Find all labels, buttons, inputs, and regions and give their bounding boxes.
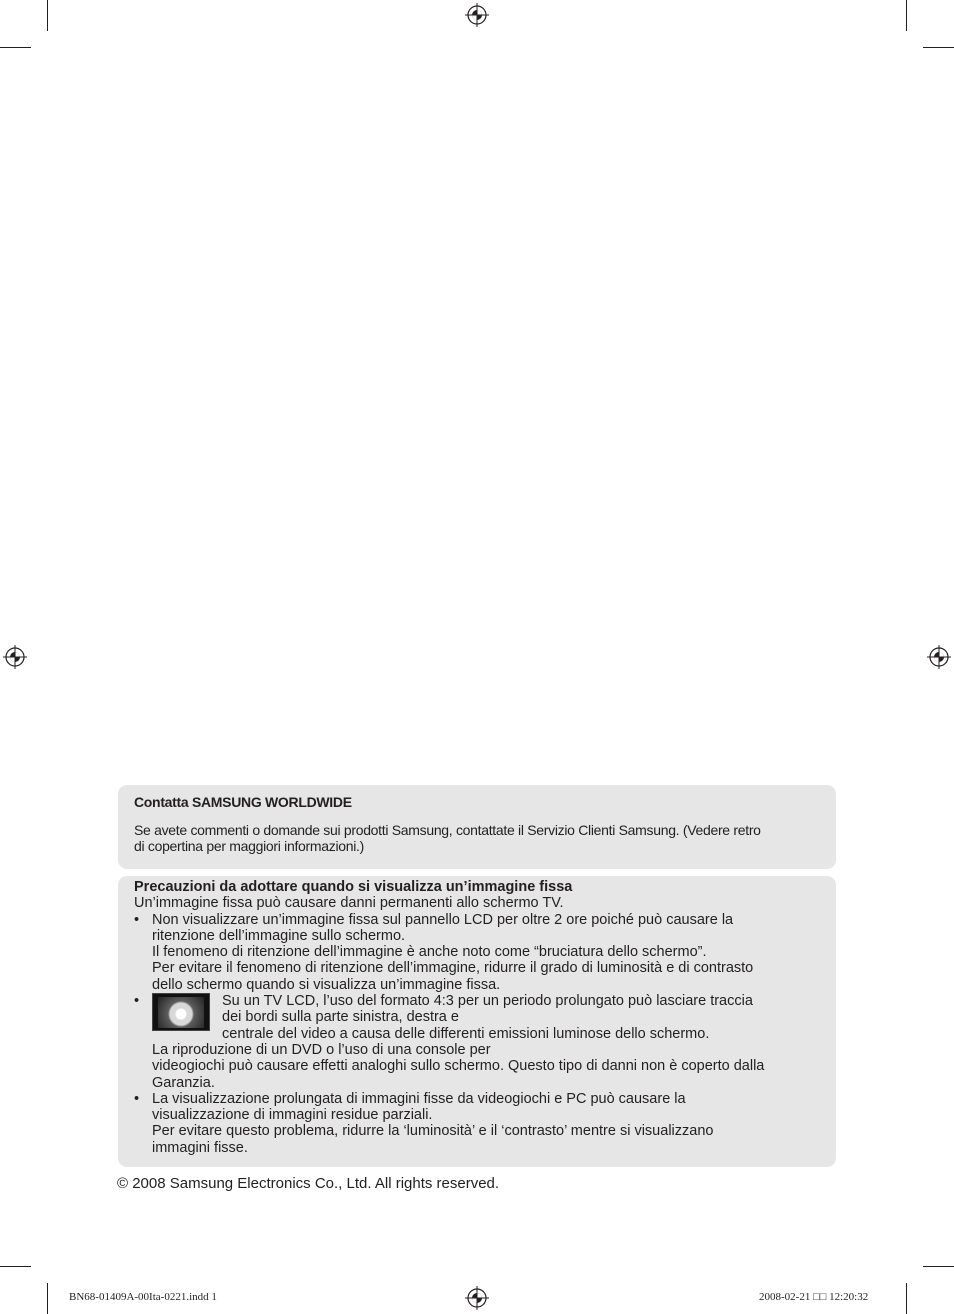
bullet-line: La visualizzazione prolungata di immagini fisse da videogiochi e PC può causare la bbox=[152, 1090, 686, 1107]
contact-panel bbox=[118, 785, 836, 869]
bullet-line: Su un TV LCD, l’uso del formato 4:3 per un periodo prolungato può lasciare traccia bbox=[222, 993, 753, 1010]
bullet-line: Per evitare questo problema, ridurre la ‘luminosità’ e il ‘contrasto’ mentre si visualizzano bbox=[152, 1123, 714, 1140]
print-slug-file: BN68-01409A-00Ita-0221.indd 1 bbox=[69, 1291, 217, 1303]
image-text-row bbox=[152, 993, 830, 1042]
precaution-bullet-1 bbox=[134, 912, 830, 993]
registration-mark-icon bbox=[3, 645, 27, 669]
precautions-panel bbox=[118, 876, 836, 1167]
crop-mark bbox=[0, 1266, 31, 1267]
bullet-line: dello schermo quando si visualizza un’immagine fissa. bbox=[152, 976, 501, 993]
crop-mark bbox=[0, 47, 31, 48]
bullet-line: Per evitare il fenomeno di ritenzione dell’immagine, ridurre il grado di luminosità e di contrasto bbox=[152, 960, 754, 977]
print-slug-datetime: 2008-02-21 □□ 12:20:32 bbox=[759, 1291, 869, 1303]
crop-mark bbox=[906, 0, 907, 31]
tv-still-image-thumbnail bbox=[152, 993, 210, 1031]
bullet-line: Garanzia. bbox=[152, 1074, 215, 1091]
registration-mark-icon bbox=[927, 645, 951, 669]
contact-text-line: Se avete commenti o domande sui prodotti Samsung, contattate il Servizio Clienti Samsung. (Vedere retro bbox=[134, 822, 761, 838]
bullet-line: La riproduzione di un DVD o l’uso di una console per bbox=[152, 1041, 491, 1058]
contact-title: Contatta SAMSUNG WORLDWIDE bbox=[134, 794, 352, 810]
precautions-title: Precauzioni da adottare quando si visualizza un’immagine fissa bbox=[134, 879, 573, 895]
contact-text-line: di copertina per maggiori informazioni.) bbox=[134, 838, 364, 854]
crop-mark bbox=[47, 0, 48, 31]
precautions-intro: Un’immagine fissa può causare danni permanenti allo schermo TV. bbox=[134, 895, 564, 912]
bullet-line: immagini fisse. bbox=[152, 1139, 248, 1156]
bullet-symbol: • bbox=[134, 1090, 140, 1107]
copyright-notice: © 2008 Samsung Electronics Co., Ltd. All rights reserved. bbox=[117, 1175, 500, 1192]
bullet-line: centrale del video a causa delle differenti emissioni luminose dello schermo. bbox=[222, 1025, 710, 1042]
bullet-line: visualizzazione di immagini residue parziali. bbox=[152, 1107, 433, 1124]
crop-mark bbox=[906, 1283, 907, 1314]
crop-mark bbox=[47, 1283, 48, 1314]
bullet-line: videogiochi può causare effetti analoghi sullo schermo. Questo tipo di danni non è coperto dalla bbox=[152, 1058, 765, 1075]
registration-mark-icon bbox=[465, 3, 489, 27]
bullet-line: Non visualizzare un’immagine fissa sul pannello LCD per oltre 2 ore poiché può causare la bbox=[152, 911, 734, 928]
precaution-bullet-3 bbox=[134, 1091, 830, 1156]
bullet-line: dei bordi sulla parte sinistra, destra e bbox=[222, 1009, 459, 1026]
bullet-line: ritenzione dell’immagine sullo schermo. bbox=[152, 927, 406, 944]
bullet-symbol: • bbox=[134, 911, 140, 928]
registration-mark-icon bbox=[465, 1286, 489, 1310]
crop-mark bbox=[923, 47, 954, 48]
precaution-bullet-2 bbox=[134, 993, 830, 1091]
contact-text bbox=[134, 822, 836, 854]
bullet-line: Il fenomeno di ritenzione dell’immagine è anche noto come “bruciatura dello schermo”. bbox=[152, 944, 707, 961]
crop-mark bbox=[923, 1266, 954, 1267]
bullet-symbol: • bbox=[134, 993, 140, 1010]
